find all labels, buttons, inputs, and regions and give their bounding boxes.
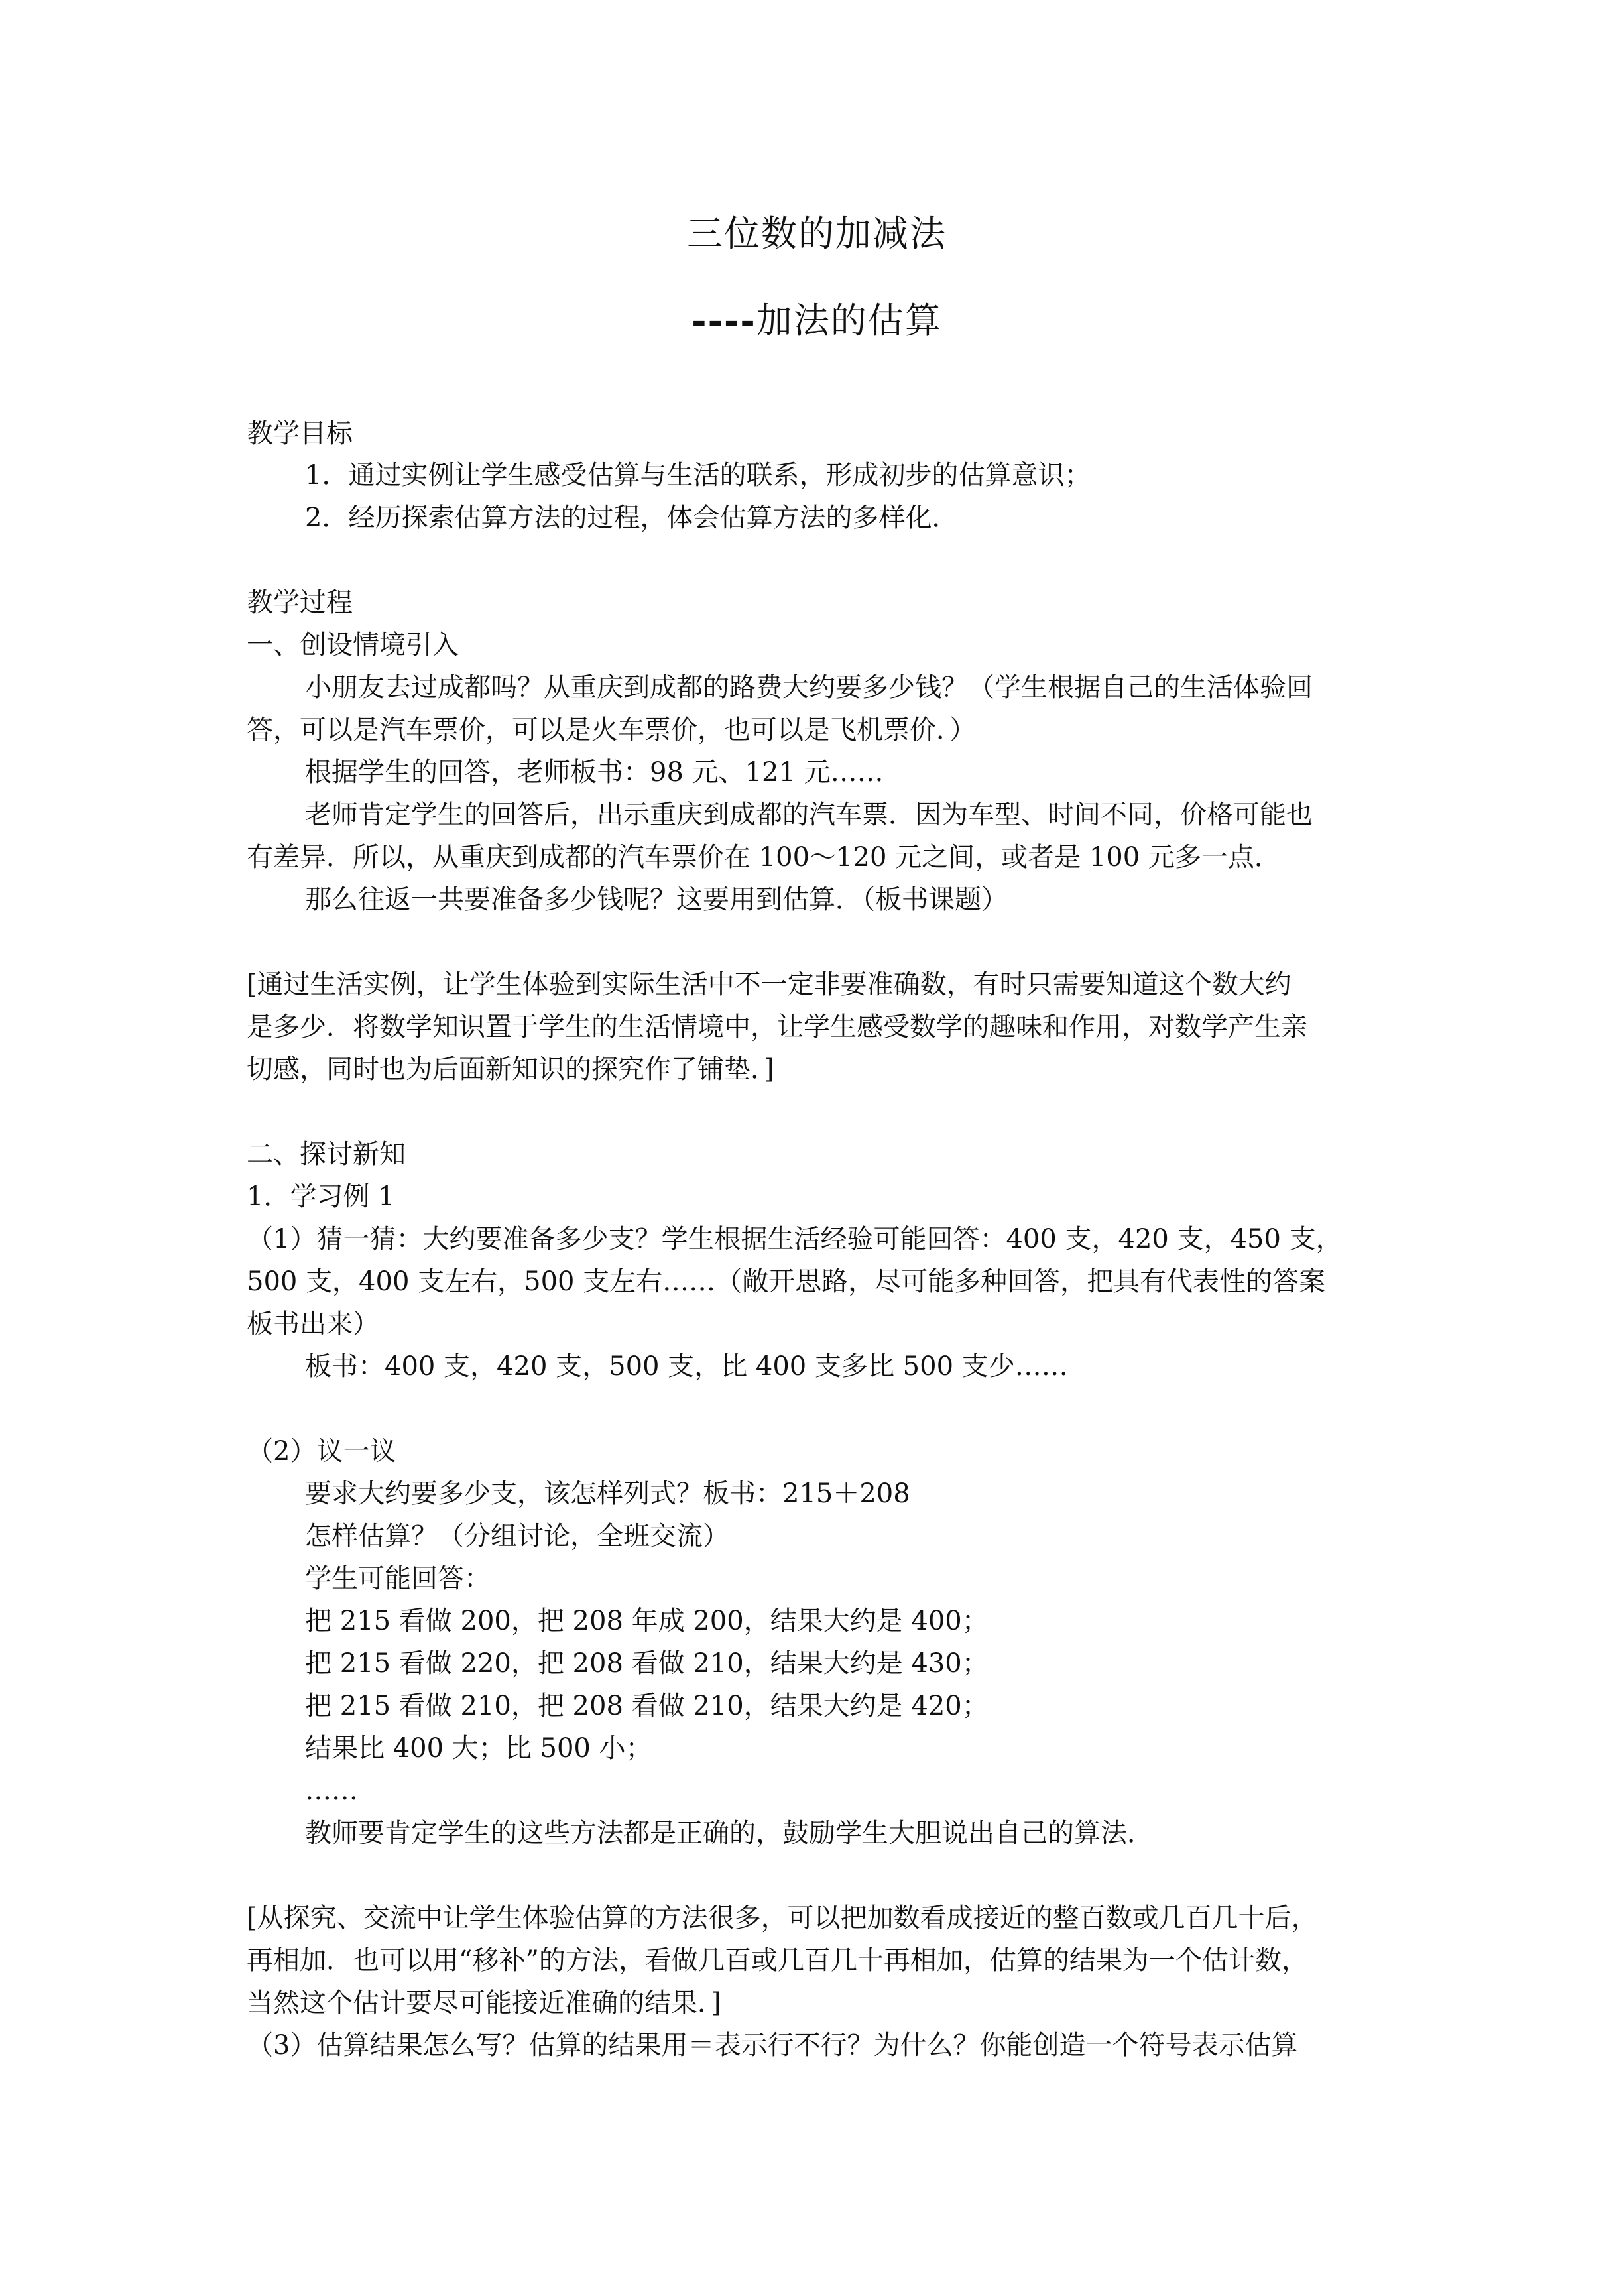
section1-note-line: 切感，同时也为后面新知识的探究作了铺垫．] bbox=[247, 1054, 774, 1085]
section1-note-line: 是多少．将数学知识置于学生的生活情境中，让学生感受数学的趣味和作用，对数学产生亲 bbox=[247, 1012, 1307, 1042]
section1-paragraph-line: 根据学生的回答，老师板书：98 元、121 元…… bbox=[305, 757, 884, 788]
section1-paragraph-line: 那么往返一共要准备多少钱呢？这要用到估算．（板书课题） bbox=[305, 884, 1008, 915]
section2-line: 学生可能回答： bbox=[305, 1563, 491, 1594]
section1-paragraph-line: 答，可以是汽车票价，可以是火车票价，也可以是飞机票价．） bbox=[247, 715, 976, 745]
section2-line: 把 215 看做 210，把 208 看做 210，结果大约是 420； bbox=[305, 1691, 989, 1721]
document-subtitle bbox=[247, 297, 1387, 344]
section2-line: 教师要肯定学生的这些方法都是正确的，鼓励学生大胆说出自己的算法． bbox=[305, 1818, 1154, 1848]
section1-paragraph-line: 有差异．所以，从重庆到成都的汽车票价在 100～120 元之间，或者是 100 元多一点． bbox=[247, 842, 1281, 873]
section2-line: 板书：400 支，420 支，500 支，比 400 支多比 500 支少…… bbox=[305, 1351, 1068, 1382]
section2-note-line: [从探究、交流中让学生体验估算的方法很多，可以把加数看成接近的整百数或几百几十后， bbox=[247, 1903, 1318, 1933]
section2-line: 把 215 看做 200，把 208 年成 200，结果大约是 400； bbox=[305, 1606, 989, 1636]
subtitle-dashes: ---- bbox=[691, 299, 756, 341]
document-title: 三位数的加减法 bbox=[687, 213, 947, 255]
section2-line: 把 215 看做 220，把 208 看做 210，结果大约是 430； bbox=[305, 1648, 989, 1679]
section2-line: （2）议一议 bbox=[247, 1436, 396, 1467]
section1-heading: 一、创设情境引入 bbox=[247, 630, 459, 660]
goal-item-2: 2．经历探索估算方法的过程，体会估算方法的多样化． bbox=[305, 503, 959, 533]
process-heading: 教学过程 bbox=[247, 587, 353, 618]
goals-heading: 教学目标 bbox=[247, 418, 353, 449]
section1-paragraph-line: 老师肯定学生的回答后，出示重庆到成都的汽车票．因为车型、时间不同，价格可能也 bbox=[305, 800, 1313, 830]
section2-line: …… bbox=[305, 1776, 358, 1806]
section1-note-line: [通过生活实例，让学生体验到实际生活中不一定非要准确数，有时只需要知道这个数大约 bbox=[247, 969, 1292, 1000]
subtitle-text: 加法的估算 bbox=[756, 300, 942, 341]
section2-subheading: 1．学习例 1 bbox=[247, 1181, 395, 1212]
section2-heading: 二、探讨新知 bbox=[247, 1139, 406, 1170]
section2-line: 500 支，400 支左右，500 支左右……（敞开思路，尽可能多种回答，把具有代表性的答案 bbox=[247, 1266, 1326, 1297]
section2-note-line: 再相加．也可以用“移补”的方法，看做几百或几百几十再相加，估算的结果为一个估计数， bbox=[247, 1945, 1308, 1976]
section2-line: （1）猜一猜：大约要准备多少支？学生根据生活经验可能回答：400 支，420 支，450 支， bbox=[247, 1224, 1343, 1254]
section2-note-line: 当然这个估计要尽可能接近准确的结果．] bbox=[247, 1988, 721, 2018]
section2-line: 要求大约要多少支，该怎样列式？板书：215＋208 bbox=[305, 1479, 910, 1509]
section2-line: 板书出来） bbox=[247, 1309, 379, 1339]
section2-line: 结果比 400 大；比 500 小； bbox=[305, 1733, 652, 1764]
goal-item-1: 1．通过实例让学生感受估算与生活的联系，形成初步的估算意识； bbox=[305, 460, 1091, 491]
section2-line: （3）估算结果怎么写？估算的结果用＝表示行不行？为什么？你能创造一个符号表示估算 bbox=[247, 2030, 1298, 2061]
section1-paragraph-line: 小朋友去过成都吗？从重庆到成都的路费大约要多少钱？（学生根据自己的生活体验回 bbox=[305, 672, 1313, 703]
section2-line: 怎样估算？（分组讨论，全班交流） bbox=[305, 1521, 729, 1551]
